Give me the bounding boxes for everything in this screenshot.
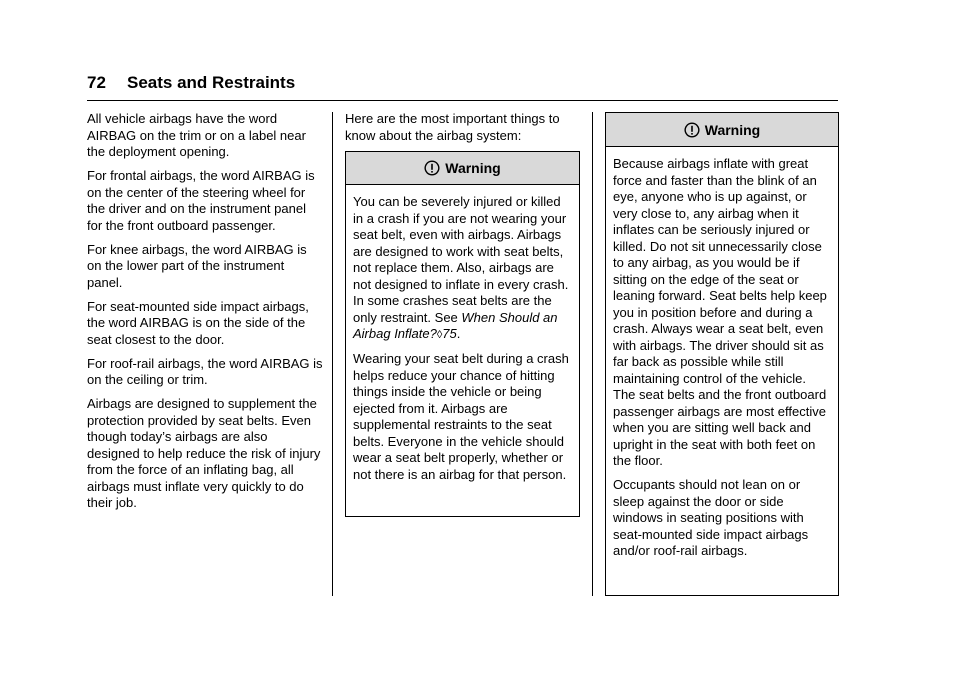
warning-title: Warning — [704, 121, 761, 138]
reference-page-number[interactable]: 75 — [442, 326, 457, 341]
warning-title: Warning — [445, 160, 501, 176]
sentence-end: . — [456, 326, 461, 341]
warning-body — [606, 147, 838, 560]
warning-paragraph: Wearing your seat belt during a crash helps reduce your chance of hitting things inside the vehicle or being ejected from it. Airbags are supplemental restraints to the seat belts. Everyone in the vehicle should wear a seat belt properly, whether or not there is an airbag for that person. — [353, 351, 569, 482]
warning-header — [346, 152, 579, 185]
body-paragraph: For knee airbags, the word AIRBAG is on the lower part of the instrument panel. — [87, 241, 307, 290]
warning-box-airbag-seatbelt — [345, 151, 580, 517]
body-paragraph: All vehicle airbags have the word AIRBAG on the trim or on a label near the deployment opening. — [87, 111, 306, 159]
warning-paragraph: Occupants should not lean on or sleep against the door or side windows in seating positions with seat-mounted side impact airbags and/or roof-rail airbags. — [613, 477, 809, 558]
page-header — [87, 70, 838, 101]
body-paragraph: For roof-rail airbags, the word AIRBAG is on the ceiling or trim. — [87, 355, 323, 387]
page-number: 72 — [87, 73, 106, 92]
warning-paragraph: Because airbags inflate with great force and faster than the blink of an eye, anyone who is up against, or very close to, any airbag when it inflates can be seriously injured or killed. Do not sit unnecessarily close to any airbag, as you would be if sitting on the edge of the seat or leaning forward. Seat belts help keep you in position before and during a crash. Always wear a seat belt, even with airbags. The driver should sit as far back as possible while still maintaining control of the vehicle. The seat belts and the front outboard passenger airbags are most effective when you are sitting well back and upright in the seat with both feet on the floor. — [613, 156, 827, 468]
body-paragraph: For frontal airbags, the word AIRBAG is on the center of the steering wheel for the driver and on the instrument panel for the front outboard passenger. — [87, 168, 315, 233]
column-left — [87, 111, 323, 519]
warning-header — [606, 113, 838, 147]
intro-paragraph: Here are the most important things to know about the airbag system: — [345, 111, 560, 143]
warning-paragraph — [353, 194, 572, 344]
warning-icon — [424, 160, 440, 176]
column-divider-right — [592, 112, 593, 596]
column-divider-left — [332, 112, 333, 596]
column-middle — [345, 111, 581, 152]
warning-body — [346, 185, 579, 483]
cross-reference-link[interactable]: When Should an Airbag Inflate? — [353, 309, 558, 341]
warning-text: You can be severely injured or killed in a crash if you are not wearing your seat belt, even with airbags. Airbags are designed to work with seat belts, not replace them. Also, airbags are not designed to inflate in every crash. In some crashes seat belts are the only restraint. See — [353, 194, 569, 325]
warning-box-airbag-distance — [605, 112, 839, 596]
body-paragraph: For seat-mounted side impact airbags, the word AIRBAG is on the side of the seat closest to the door. — [87, 298, 309, 347]
page-reference-icon: ◊ — [436, 329, 443, 341]
section-title: Seats and Restraints — [127, 73, 296, 92]
body-paragraph: Airbags are designed to supplement the protection provided by seat belts. Even though today’s airbags are also designed to help reduce the risk of injury from the force of an inflating bag, all airbags must inflate very quickly to do their job. — [87, 396, 321, 510]
warning-icon — [684, 122, 700, 138]
